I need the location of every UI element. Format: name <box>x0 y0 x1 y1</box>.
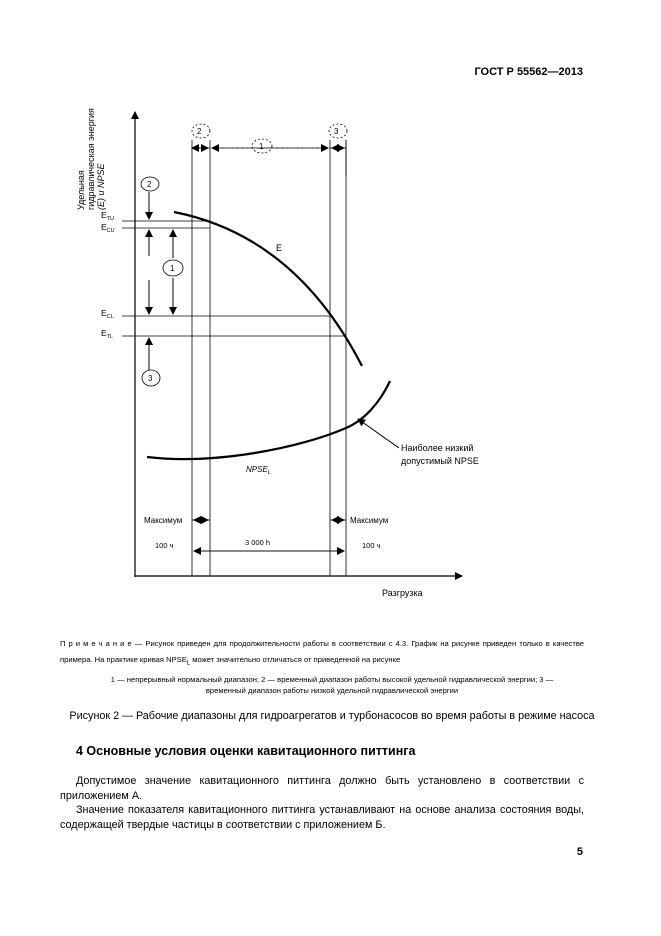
figure-legend-line-1: 1 — непрерывный нормальный диапазон; 2 — временный диапазон работы высокой удельной гидравлической энергии; 3 — <box>110 675 554 684</box>
paragraph: Значение показателя кавитационного питтинга устанавливают на основе анализа состояния воды, содержащей твердые частицы в соответствии с приложением Б. <box>60 804 584 831</box>
y-axis-label <box>76 108 106 210</box>
page-number: 5 <box>576 846 583 858</box>
svg-text:1: 1 <box>259 142 264 151</box>
standard-header: ГОСТ Р 55562—2013 <box>474 66 583 78</box>
max-right-label: Максимум <box>350 516 389 525</box>
max-left-label: Максимум <box>144 516 183 525</box>
paragraph: Допустимое значение кавитационного питтинга должно быть установлено в соответствии с приложением А. <box>60 775 584 802</box>
section-title: 4 Основные условия оценки кавитационного питтинга <box>76 744 416 758</box>
label-etu: $E_{TU}$ <box>101 210 115 222</box>
svg-text:3: 3 <box>148 374 153 383</box>
svg-text:Удельная: Удельная <box>76 170 86 210</box>
svg-text:2: 2 <box>197 127 202 136</box>
hours-left-label: 100 ч <box>155 541 174 550</box>
label-ecl: $E_{CL}$ <box>101 308 114 320</box>
curve-e <box>174 212 362 366</box>
x-axis-label: Разгрузка <box>382 588 423 598</box>
svg-text:(E) и NPSE: (E) и NPSE <box>96 163 106 210</box>
lowest-npse-label-1: Наиболее низкий <box>401 443 474 453</box>
hours-mid-label: 3 000 h <box>245 538 271 547</box>
figure-caption: Рисунок 2 — Рабочие диапазоны для гидроагрегатов и турбонасосов во время работы в режиме насоса <box>69 710 595 722</box>
svg-text:1: 1 <box>170 264 175 273</box>
curve-npse <box>147 381 390 459</box>
label-etl: $E_{TL}$ <box>101 328 114 340</box>
curve-e-label: E <box>276 243 283 253</box>
lowest-npse-label-2: допустимый NPSE <box>401 456 479 466</box>
figure-note: П р и м е ч а н и е — Рисунок приведен для продолжительности работы в соответствии с 4.3. График на рисунке приведен только в качестве примера. На практике кривая $NPSE_L$ может значительно отличаться от приведенной на рисунке <box>60 639 584 667</box>
curve-npse-label: $NPSE_L$ <box>246 465 271 476</box>
label-ecu: $E_{CU}$ <box>101 222 115 234</box>
svg-text:гидравлическая энергия: гидравлическая энергия <box>86 108 96 210</box>
figure-legend-line-2: временный диапазон работы низкой удельной гидравлической энергии <box>205 686 459 695</box>
lowest-npse-pointer <box>358 419 399 448</box>
svg-text:2: 2 <box>147 180 152 189</box>
svg-text:3: 3 <box>334 127 339 136</box>
hours-right-label: 100 ч <box>362 541 381 550</box>
